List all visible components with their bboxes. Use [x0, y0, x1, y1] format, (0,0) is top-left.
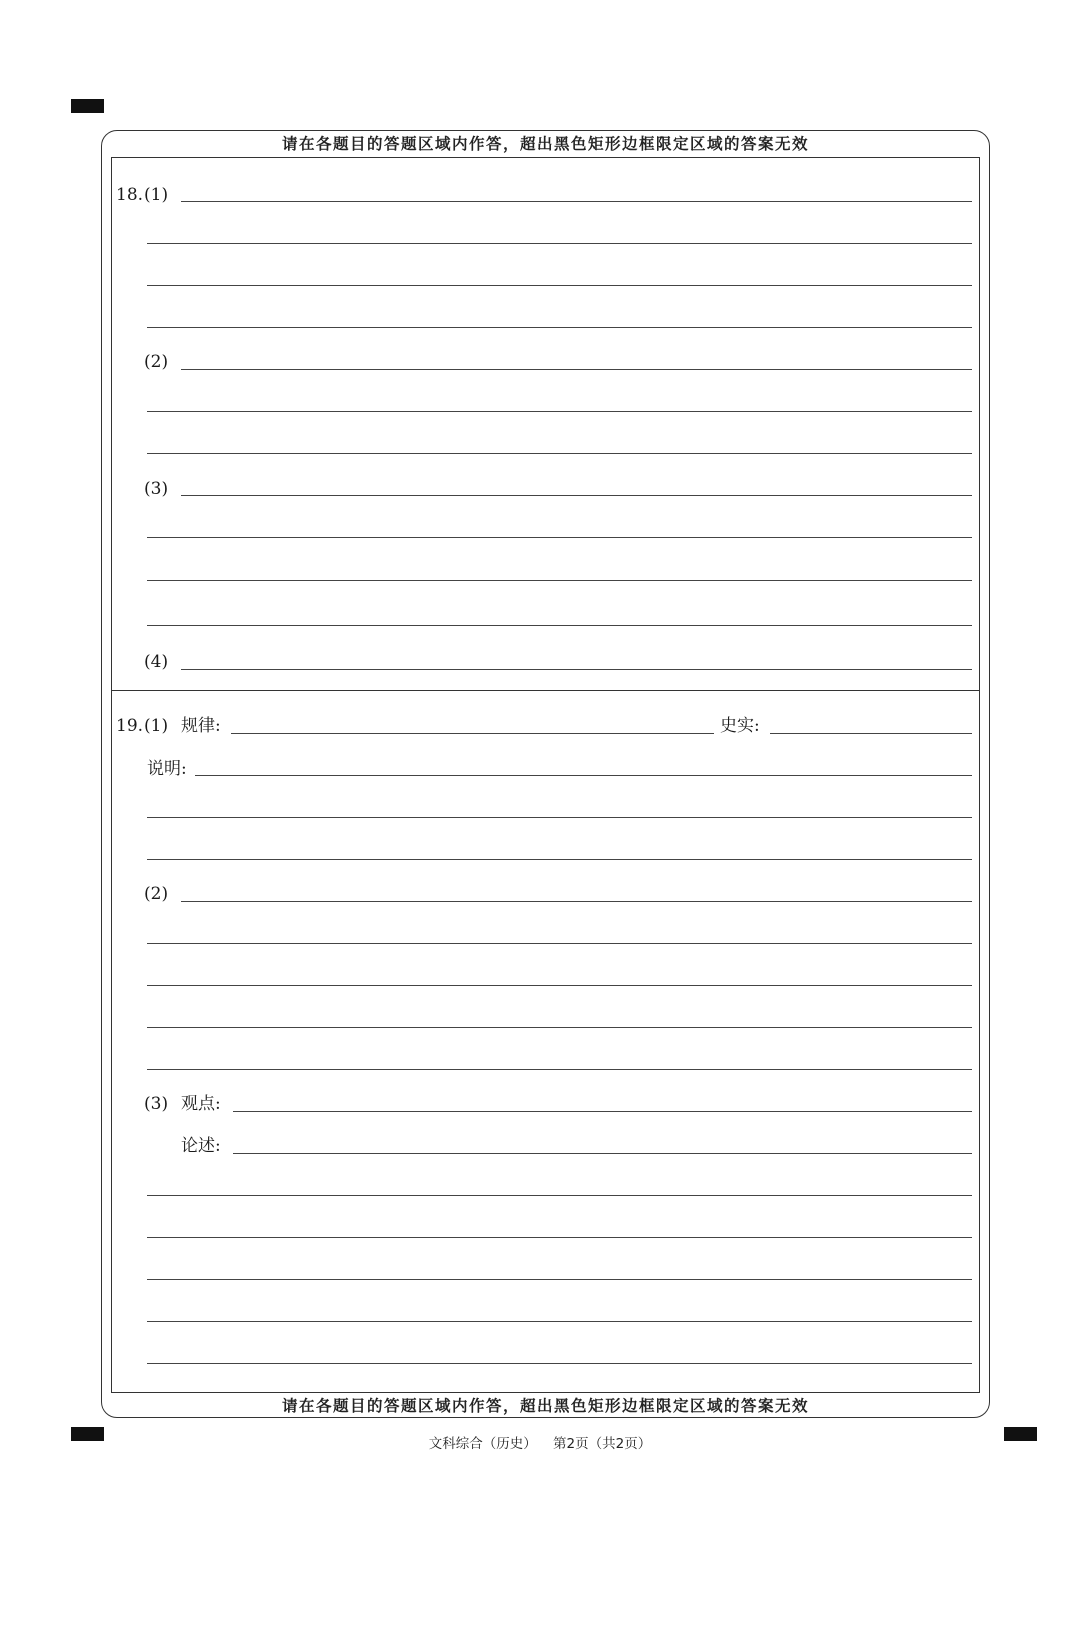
question-18-part-3: (3)	[144, 479, 169, 499]
answer-line[interactable]	[195, 775, 972, 776]
fact-answer-line[interactable]	[770, 733, 972, 734]
answer-line[interactable]	[147, 1237, 972, 1238]
question-18-part-2: (2)	[144, 352, 169, 372]
answer-line[interactable]	[147, 1363, 972, 1364]
question-18-part-1: (1)	[144, 185, 169, 205]
answer-line[interactable]	[147, 943, 972, 944]
view-label: 观点:	[181, 1094, 221, 1114]
answer-line[interactable]	[147, 453, 972, 454]
answer-line[interactable]	[147, 327, 972, 328]
question-19-number: 19.	[116, 716, 144, 736]
answer-line[interactable]	[147, 985, 972, 986]
answer-line[interactable]	[147, 1321, 972, 1322]
footer-page-number: 第2页（共2页）	[553, 1436, 652, 1452]
page-footer	[0, 1432, 1080, 1452]
answer-line[interactable]	[147, 537, 972, 538]
question-18-part-4: (4)	[144, 652, 169, 672]
answer-line[interactable]	[181, 495, 972, 496]
view-answer-line[interactable]	[233, 1111, 972, 1112]
explain-label: 说明:	[147, 759, 187, 779]
section-divider	[111, 690, 980, 691]
answer-line[interactable]	[147, 1069, 972, 1070]
answer-line[interactable]	[147, 285, 972, 286]
registration-mark-top-left	[71, 99, 104, 113]
fact-label: 史实:	[720, 716, 760, 736]
answer-line[interactable]	[147, 243, 972, 244]
answer-line[interactable]	[147, 817, 972, 818]
answer-line[interactable]	[181, 201, 972, 202]
answer-line[interactable]	[147, 625, 972, 626]
answer-line[interactable]	[147, 859, 972, 860]
notice-bottom: 请在各题目的答题区域内作答，超出黑色矩形边框限定区域的答案无效	[281, 1397, 809, 1415]
answer-line[interactable]	[181, 369, 972, 370]
answer-line[interactable]	[147, 1195, 972, 1196]
notice-top: 请在各题目的答题区域内作答，超出黑色矩形边框限定区域的答案无效	[281, 135, 809, 153]
rule-answer-line[interactable]	[231, 733, 714, 734]
answer-line[interactable]	[181, 669, 972, 670]
question-19-part-2: (2)	[144, 884, 169, 904]
argue-label: 论述:	[181, 1136, 221, 1156]
answer-line[interactable]	[147, 411, 972, 412]
footer-subject: 文科综合（历史）	[428, 1436, 537, 1452]
question-19-part-3: (3)	[144, 1094, 169, 1114]
rule-label: 规律:	[181, 716, 221, 736]
answer-line[interactable]	[147, 1279, 972, 1280]
answer-line[interactable]	[181, 901, 972, 902]
answer-line[interactable]	[147, 580, 972, 581]
answer-line[interactable]	[233, 1153, 972, 1154]
question-19-part-1: (1)	[144, 716, 169, 736]
question-18-number: 18.	[116, 185, 144, 205]
answer-line[interactable]	[147, 1027, 972, 1028]
